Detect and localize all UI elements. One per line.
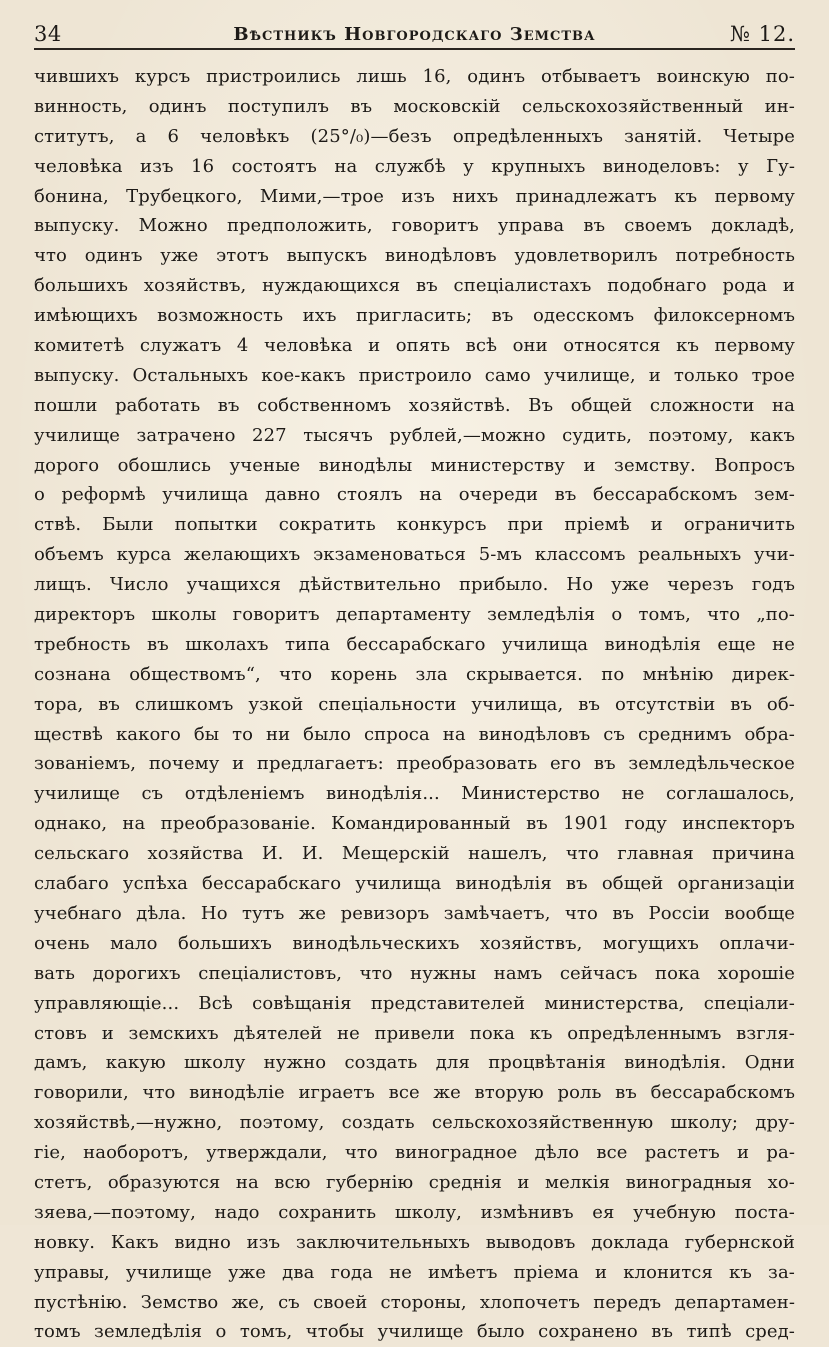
text-line: большихъ хозяйствъ, нуждающихся въ спеціалистахъ подобнаго рода и [34, 275, 795, 297]
text-line: выпуску. Можно предположить, говоритъ управа въ своемъ докладѣ, [34, 215, 795, 237]
text-line: лищъ. Число учащихся дѣйствительно прибыло. Но уже черезъ годъ [34, 574, 795, 596]
text-line: говорили, что винодѣліе играетъ все же вторую роль въ бессарабскомъ [34, 1082, 795, 1104]
text-line: бонина, Трубецкого, Мими,—трое изъ нихъ принадлежатъ къ первому [34, 185, 795, 207]
text-line: имѣющихъ возможность ихъ пригласить; въ одесскомъ филоксерномъ [34, 305, 795, 327]
header-rule [34, 48, 795, 50]
text-line: новку. Какъ видно изъ заключительныхъ выводовъ доклада губернской [34, 1231, 795, 1253]
text-line: однако, на преобразованіе. Командированный въ 1901 году инспекторъ [34, 813, 795, 835]
text-line: дорого обошлись ученые винодѣлы министерству и земству. Вопросъ [34, 454, 795, 476]
text-line: требность въ школахъ типа бессарабскаго училища винодѣлія еще не [34, 633, 795, 655]
text-line: слабаго успѣха бессарабскаго училища винодѣлія въ общей организаціи [34, 873, 795, 895]
text-line: хозяйствѣ,—нужно, поэтому, создать сельскохозяйственную школу; дру- [34, 1112, 795, 1134]
text-line: училище затрачено 227 тысячъ рублей,—можно судить, поэтому, какъ [34, 424, 795, 446]
text-line: директоръ школы говоритъ департаменту земледѣлія о томъ, что „по- [34, 604, 795, 626]
text-line: зяева,—поэтому, надо сохранить школу, измѣнивъ ея учебную поста- [34, 1201, 795, 1223]
text-line: гіе, наоборотъ, утверждали, что виноградное дѣло все растетъ и ра- [34, 1142, 795, 1164]
text-line: училище съ отдѣленіемъ винодѣлія... Министерство не соглашалось, [34, 783, 795, 805]
body-text [34, 62, 795, 1347]
text-line: сельскаго хозяйства И. И. Мещерскій нашелъ, что главная причина [34, 843, 795, 865]
text-line: управляющіе... Всѣ совѣщанія представителей министерства, спеціали- [34, 992, 795, 1014]
text-line: управы, училище уже два года не имѣетъ пріема и клонится къ за- [34, 1261, 795, 1283]
text-line: пошли работать въ собственномъ хозяйствѣ. Въ общей сложности на [34, 394, 795, 416]
text-line: ществѣ какого бы то ни было спроса на винодѣловъ съ среднимъ обра- [34, 723, 795, 745]
text-line: учебнаго дѣла. Но тутъ же ревизоръ замѣчаетъ, что въ Россіи вообще [34, 902, 795, 924]
text-line: что одинъ уже этотъ выпускъ винодѣловъ удовлетворилъ потребность [34, 245, 795, 267]
text-line: стетъ, образуются на всю губернію среднія и мелкія виноградныя хо- [34, 1171, 795, 1193]
page-number: 34 [34, 22, 62, 46]
text-line: стовъ и земскихъ дѣятелей не привели пока къ опредѣленнымъ взгля- [34, 1022, 795, 1044]
journal-title: Вѣстникъ Новгородскаго Земства [233, 24, 596, 45]
text-line: объемъ курса желающихъ экзаменоваться 5-мъ классомъ реальныхъ учи- [34, 544, 795, 566]
text-line: чившихъ курсъ пристроились лишь 16, одинъ отбываетъ воинскую по- [34, 66, 795, 87]
text-line: о реформѣ училища давно стоялъ на очереди въ бессарабскомъ зем- [34, 484, 795, 506]
text-line: винность, одинъ поступилъ въ московскій сельскохозяйственный ин- [34, 95, 795, 117]
page-header [34, 16, 795, 48]
text-line: зованіемъ, почему и предлагаетъ: преобразовать его въ земледѣльческое [34, 753, 795, 775]
text-line: пустѣнію. Земство же, съ своей стороны, хлопочетъ передъ департамен- [34, 1291, 795, 1313]
text-line: сознана обществомъ“, что корень зла скрывается. по мнѣнію дирек- [34, 663, 795, 685]
text-line: выпуску. Остальныхъ кое-какъ пристроило само училище, и только трое [34, 364, 795, 386]
text-line: очень мало большихъ винодѣльческихъ хозяйствъ, могущихъ оплачи- [34, 932, 795, 954]
text-line: человѣка изъ 16 состоятъ на службѣ у крупныхъ виноделовъ: у Гу- [34, 155, 795, 177]
text-line: дамъ, какую школу нужно создать для процвѣтанія винодѣлія. Одни [34, 1052, 795, 1074]
issue-number: № 12. [730, 22, 795, 46]
text-line: тора, въ слишкомъ узкой спеціальности училища, въ отсутствіи въ об- [34, 693, 795, 715]
text-line: ствѣ. Были попытки сократить конкурсъ при пріемѣ и ограничить [34, 514, 795, 536]
text-line: томъ земледѣлія о томъ, чтобы училище было сохранено въ типѣ сред- [34, 1321, 795, 1343]
text-line: комитетѣ служатъ 4 человѣка и опять всѣ они относятся къ первому [34, 335, 795, 357]
text-line: вать дорогихъ спеціалистовъ, что нужны намъ сейчасъ пока хорошіе [34, 962, 795, 984]
text-line: ститутъ, а 6 человѣкъ (25°/₀)—безъ опредѣленныхъ занятій. Четыре [34, 125, 795, 147]
